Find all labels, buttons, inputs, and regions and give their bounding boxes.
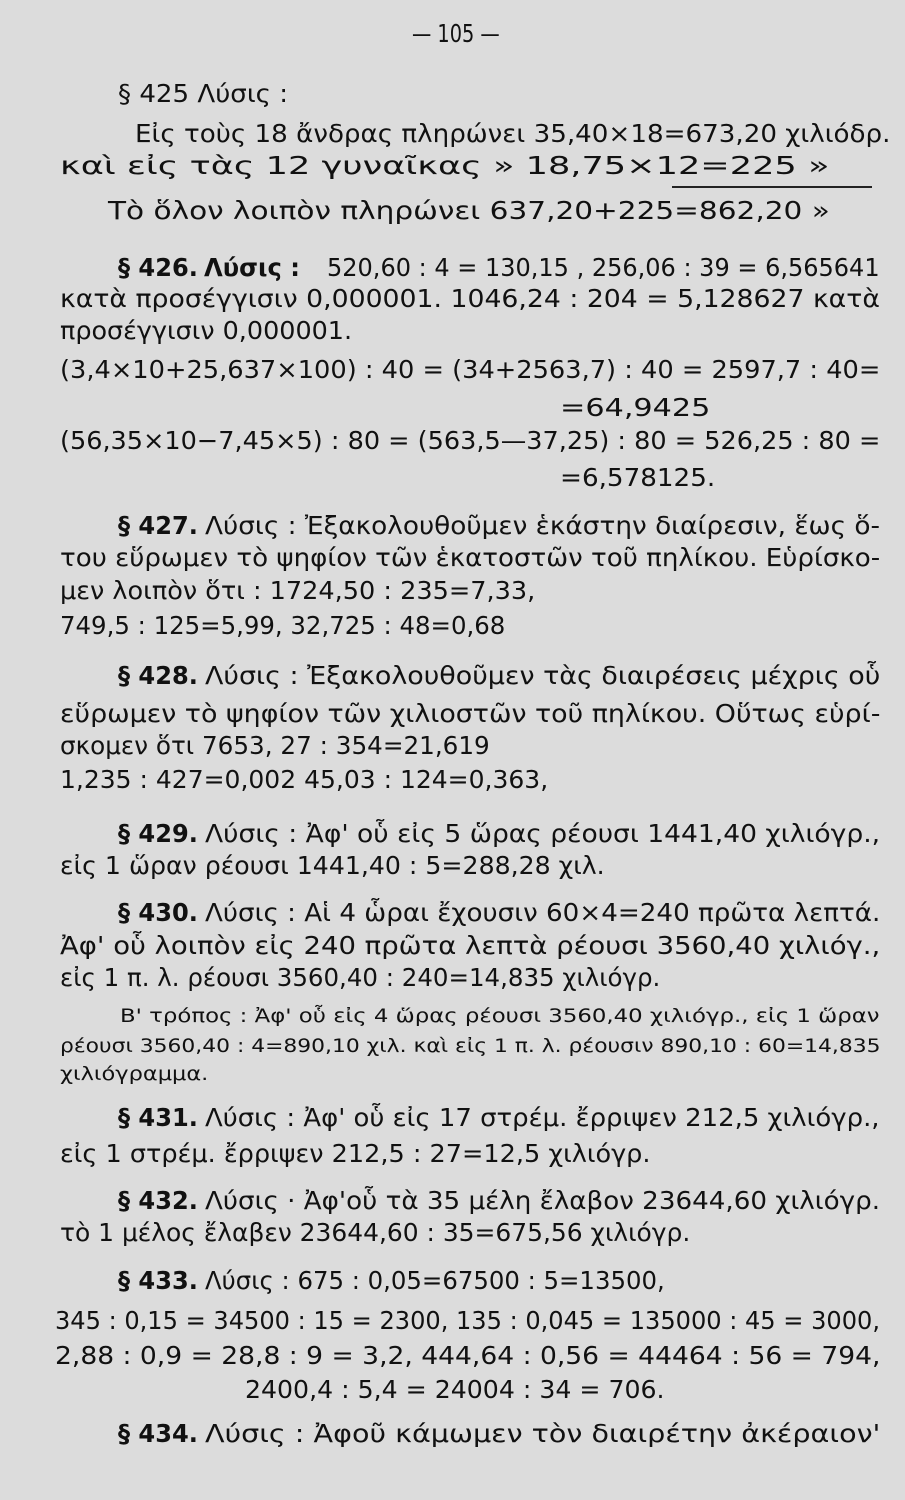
- section-433-line-4: 2400,4 : 5,4 = 24004 : 34 = 706.: [245, 1375, 665, 1404]
- section-426-label: Λύσις :: [204, 253, 300, 282]
- section-430-line-3: εἰς 1 π. λ. ρέουσι 3560,40 : 240=14,835 χιλιόγρ.: [60, 963, 661, 992]
- section-428-line-1: Λύσις : Ἐξακολουθοῦμεν τὰς διαιρέσεις μέχρις οὗ: [205, 661, 881, 690]
- section-427-line-1: Λύσις : Ἐξακολουθοῦμεν ἑκάστην διαίρεσιν, ἕως ὅ-: [205, 511, 881, 540]
- section-434-line-1: Λύσις : Ἀφοῦ κάμωμεν τὸν διαιρέτην ἀκέραιον': [205, 1419, 881, 1448]
- section-430-line-2: Ἀφ' οὗ λοιπὸν εἰς 240 πρῶτα λεπτὰ ρέουσι 3560,40 χιλιόγ.,: [60, 931, 881, 960]
- section-432-line-1: Λύσις · Ἀφ'οὗ τὰ 35 μέλη ἔλαβον 23644,60 χιλιόγρ.: [205, 1186, 881, 1215]
- section-430-alt-line-1: Β' τρόπος : Ἀφ' οὗ εἰς 4 ὥρας ρέουσι 3560,40 χιλιόγρ., εἰς 1 ὥραν: [120, 1005, 880, 1027]
- section-428-line-2: εὕρωμεν τὸ ψηφίον τῶν χιλιοστῶν τοῦ πηλίκου. Οὕτως εὑρί-: [60, 699, 881, 728]
- section-429-line-1: Λύσις : Ἀφ' οὗ εἰς 5 ὥρας ρέουσι 1441,40 χιλιόγρ.,: [205, 819, 881, 848]
- section-425-line-3: Τὸ ὅλον λοιπὸν πληρώνει 637,20+225=862,20 »: [108, 196, 830, 225]
- section-431-number: § 431.: [118, 1103, 198, 1132]
- section-425-title: § 425 Λύσις :: [118, 79, 289, 108]
- section-431-line-1: Λύσις : Ἀφ' οὗ εἰς 17 στρέμ. ἔρριψεν 212,5 χιλιόγρ.,: [205, 1103, 880, 1132]
- section-433-number: § 433.: [118, 1266, 198, 1295]
- section-426-line-6: (56,35×10−7,45×5) : 80 = (563,5—37,25) : 80 = 526,25 : 80 =: [60, 426, 881, 455]
- section-426-line-3: προσέγγισιν 0,000001.: [60, 316, 353, 345]
- section-425-line-1: Εἰς τοὺς 18 ἄνδρας πληρώνει 35,40×18=673,20 χιλιόδρ.: [135, 119, 891, 148]
- section-427-line-2: του εὕρωμεν τὸ ψηφίον τῶν ἑκατοστῶν τοῦ πηλίκου. Εὑρίσκο-: [60, 543, 881, 572]
- section-428-line-4: 1,235 : 427=0,002 45,03 : 124=0,363,: [60, 765, 549, 794]
- section-426-line-2: κατὰ προσέγγισιν 0,000001. 1046,24 : 204 = 5,128627 κατὰ: [60, 284, 880, 313]
- section-428-number: § 428.: [118, 661, 198, 690]
- sum-rule: [672, 186, 872, 188]
- section-427-line-3: μεν λοιπὸν ὅτι : 1724,50 : 235=7,33,: [60, 576, 536, 605]
- section-430-line-1: Λύσις : Αἱ 4 ὧραι ἔχουσιν 60×4=240 πρῶτα λεπτά.: [205, 898, 881, 927]
- section-426-line-5: =64,9425: [560, 393, 711, 422]
- section-426-line-7: =6,578125.: [560, 463, 716, 492]
- section-430-alt-line-2: ρέουσι 3560,40 : 4=890,10 χιλ. καὶ εἰς 1 π. λ. ρέουσιν 890,10 : 60=14,835: [60, 1035, 881, 1057]
- section-426-number: § 426.: [118, 253, 198, 282]
- section-431-line-2: εἰς 1 στρέμ. ἔρριψεν 212,5 : 27=12,5 χιλιόγρ.: [60, 1139, 651, 1168]
- section-433-line-2: 345 : 0,15 = 34500 : 15 = 2300, 135 : 0,045 = 135000 : 45 = 3000,: [55, 1306, 880, 1335]
- section-429-line-2: εἰς 1 ὥραν ρέουσι 1441,40 : 5=288,28 χιλ.: [60, 851, 605, 880]
- section-434-number: § 434.: [118, 1419, 198, 1448]
- section-426-line-4: (3,4×10+25,637×100) : 40 = (34+2563,7) : 40 = 2597,7 : 40=: [60, 355, 881, 384]
- section-428-line-3: σκομεν ὅτι 7653, 27 : 354=21,619: [60, 731, 490, 760]
- page-number: — 105 —: [412, 19, 500, 48]
- section-433-line-3: 2,88 : 0,9 = 28,8 : 9 = 3,2, 444,64 : 0,56 = 44464 : 56 = 794,: [55, 1341, 881, 1370]
- section-429-number: § 429.: [118, 819, 198, 848]
- section-433-line-1: Λύσις : 675 : 0,05=67500 : 5=13500,: [205, 1266, 665, 1295]
- section-430-number: § 430.: [118, 898, 198, 927]
- section-427-line-4: 749,5 : 125=5,99, 32,725 : 48=0,68: [60, 611, 506, 640]
- section-430-alt-line-3: χιλιόγραμμα.: [60, 1063, 209, 1085]
- section-432-number: § 432.: [118, 1186, 198, 1215]
- section-432-line-2: τὸ 1 μέλος ἔλαβεν 23644,60 : 35=675,56 χιλιόγρ.: [60, 1218, 691, 1247]
- section-426-line-1: 520,60 : 4 = 130,15 , 256,06 : 39 = 6,565641: [327, 253, 880, 282]
- section-425-line-2: καὶ εἰς τὰς 12 γυναῖκας » 18,75×12=225 »: [60, 151, 830, 180]
- section-427-number: § 427.: [118, 511, 198, 540]
